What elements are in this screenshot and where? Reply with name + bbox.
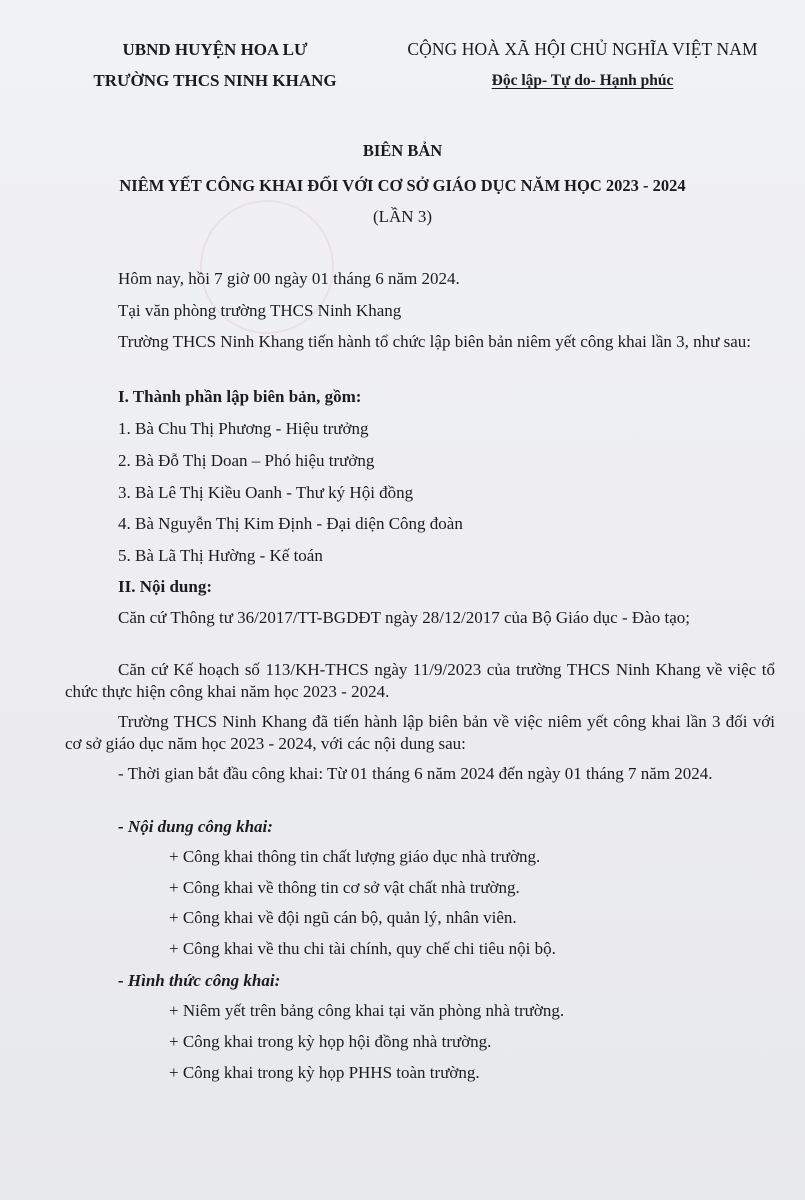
header-right	[375, 34, 790, 96]
content-item-3: + Công khai về đội ngũ cán bộ, quản lý, nhân viên.	[169, 908, 517, 927]
member-1: 1. Bà Chu Thị Phương - Hiệu trưởng	[118, 419, 369, 438]
form-item-1: + Niêm yết trên bảng công khai tại văn phòng nhà trường.	[169, 1001, 565, 1020]
member-2: 2. Bà Đỗ Thị Doan – Phó hiệu trưởng	[118, 451, 375, 470]
header-left	[65, 34, 365, 96]
intro-purpose: Trường THCS Ninh Khang tiến hành tổ chức lập biên bản niêm yết công khai lần 3, như sau:	[118, 332, 751, 351]
basis-2: Căn cứ Kế hoạch số 113/KH-THCS ngày 11/9/2023 của trường THCS Ninh Khang về việc tổ chức thực hiện công khai năm học 2023 - 2024.	[65, 660, 775, 701]
doc-round: (LẦN 3)	[372, 207, 432, 226]
member-3: 3. Bà Lê Thị Kiều Oanh - Thư ký Hội đồng	[118, 483, 414, 502]
form-item-2: + Công khai trong kỳ họp hội đồng nhà trường.	[169, 1032, 492, 1051]
school-name: TRƯỜNG THCS NINH KHANG	[93, 71, 337, 90]
statement: Trường THCS Ninh Khang đã tiến hành lập biên bản về việc niêm yết công khai lần 3 đối với cơ sở giáo dục năm học 2023 - 2024, với các nội dung sau:	[65, 712, 775, 753]
member-5: 5. Bà Lã Thị Hường - Kế toán	[118, 546, 323, 565]
intro-time: Hôm nay, hồi 7 giờ 00 ngày 01 tháng 6 năm 2024.	[118, 269, 460, 288]
doc-title: BIÊN BẢN	[362, 141, 443, 160]
form-heading: - Hình thức công khai:	[118, 971, 281, 990]
section1-heading: I. Thành phần lập biên bản, gồm:	[118, 387, 362, 406]
content-item-4: + Công khai về thu chi tài chính, quy chế chi tiêu nội bộ.	[169, 939, 556, 958]
content-heading: - Nội dung công khai:	[118, 817, 273, 836]
doc-subtitle: NIÊM YẾT CÔNG KHAI ĐỐI VỚI CƠ SỞ GIÁO DỤC NĂM HỌC 2023 - 2024	[119, 176, 686, 195]
basis-1: Căn cứ Thông tư 36/2017/TT-BGDĐT ngày 28/12/2017 của Bộ Giáo dục - Đào tạo;	[118, 608, 690, 627]
national-motto: Độc lập- Tự do- Hạnh phúc	[491, 72, 674, 89]
intro-place: Tại văn phòng trường THCS Ninh Khang	[118, 301, 402, 320]
period: - Thời gian bắt đầu công khai: Từ 01 tháng 6 năm 2024 đến ngày 01 tháng 7 năm 2024.	[118, 764, 713, 783]
agency-name: UBND HUYỆN HOA LƯ	[122, 40, 308, 59]
member-4: 4. Bà Nguyễn Thị Kim Định - Đại diện Công đoàn	[118, 514, 463, 533]
nation-name: CỘNG HOÀ XÃ HỘI CHỦ NGHĨA VIỆT NAM	[407, 39, 758, 59]
content-item-2: + Công khai về thông tin cơ sở vật chất nhà trường.	[169, 878, 520, 897]
section2-heading: II. Nội dung:	[118, 577, 213, 596]
form-item-3: + Công khai trong kỳ họp PHHS toàn trường.	[169, 1063, 480, 1082]
content-item-1: + Công khai thông tin chất lượng giáo dục nhà trường.	[169, 847, 541, 866]
